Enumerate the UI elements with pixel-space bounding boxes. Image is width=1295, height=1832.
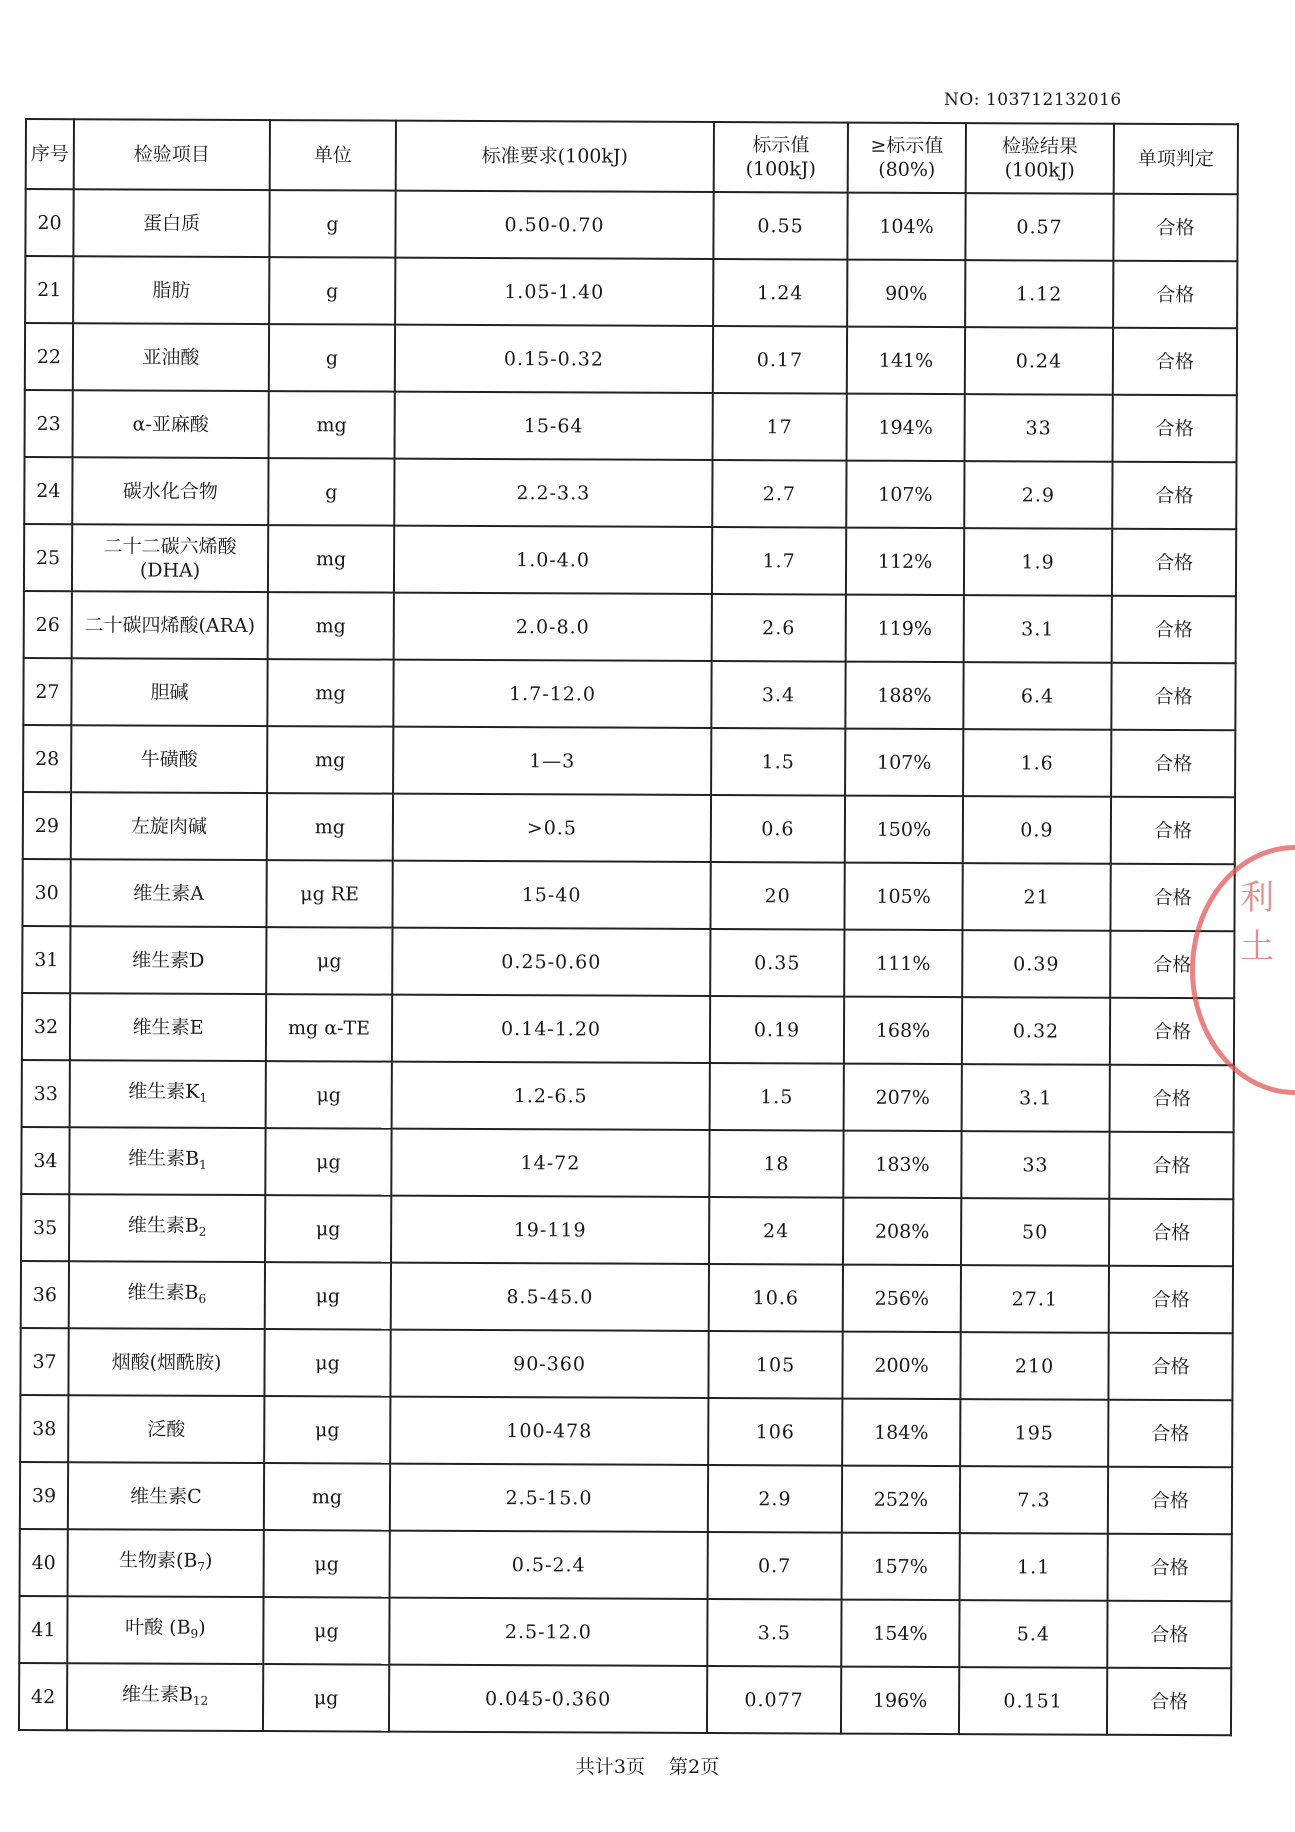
row-seq: 23 xyxy=(25,390,73,457)
row-item xyxy=(73,390,269,458)
row-percent: 200% xyxy=(842,1332,960,1400)
row-result: 1.1 xyxy=(960,1533,1108,1601)
row-judgement: 合格 xyxy=(1112,462,1236,530)
row-judgement: 合格 xyxy=(1113,395,1237,463)
row-result: 195 xyxy=(960,1399,1108,1467)
row-standard: 1.05-1.40 xyxy=(395,258,713,326)
item-name: 维生素E xyxy=(132,1015,204,1039)
table-row xyxy=(20,1328,1232,1400)
table-row xyxy=(23,658,1235,730)
row-label-value: 20 xyxy=(710,862,844,930)
item-subscript: 1 xyxy=(199,1090,208,1105)
page-footer xyxy=(0,1752,1295,1779)
item-subscript: 6 xyxy=(198,1291,207,1306)
table-row xyxy=(23,725,1235,797)
row-label-value: 105 xyxy=(708,1331,842,1399)
row-seq: 25 xyxy=(24,524,72,591)
row-standard: 15-40 xyxy=(392,861,710,929)
row-result: 1.6 xyxy=(963,729,1111,797)
row-standard: 14-72 xyxy=(391,1129,709,1197)
item-name: 蛋白质 xyxy=(142,212,201,235)
row-standard: 1.0-4.0 xyxy=(394,526,712,594)
row-percent: 154% xyxy=(841,1600,959,1668)
inspection-table xyxy=(18,118,1239,1736)
row-seq: 29 xyxy=(23,792,71,859)
total-pages: 共计3页 xyxy=(575,1756,645,1778)
item-name: 左旋肉碱 xyxy=(130,814,207,838)
row-percent: 252% xyxy=(842,1466,960,1534)
row-seq: 39 xyxy=(20,1462,68,1529)
row-judgement: 合格 xyxy=(1109,1266,1233,1334)
row-item xyxy=(70,926,266,994)
row-percent: 208% xyxy=(843,1198,961,1266)
row-result: 0.32 xyxy=(962,997,1110,1065)
row-seq: 24 xyxy=(24,457,72,524)
row-judgement: 合格 xyxy=(1107,1601,1231,1669)
row-result: 1.9 xyxy=(964,528,1112,596)
table-row xyxy=(22,1060,1234,1132)
row-label-value: 0.077 xyxy=(707,1666,841,1734)
row-item xyxy=(67,1663,263,1731)
row-percent: 105% xyxy=(844,863,962,931)
row-seq: 42 xyxy=(19,1663,67,1730)
row-item xyxy=(68,1462,264,1530)
item-subscript: 1 xyxy=(199,1157,207,1172)
row-unit: mg xyxy=(268,525,394,593)
item-name: 胆碱 xyxy=(150,681,189,704)
row-item xyxy=(70,1060,266,1128)
row-unit: μg xyxy=(266,927,392,995)
item-subscript: 7 xyxy=(197,1559,206,1574)
item-name: 二十碳四烯酸(ARA) xyxy=(84,613,256,637)
item-name: 碳水化合物 xyxy=(122,479,218,503)
header-seq: 序号 xyxy=(26,119,74,189)
header-unit: 单位 xyxy=(270,120,396,191)
row-percent: 188% xyxy=(845,662,963,730)
row-item xyxy=(68,1529,264,1597)
item-name: 维生素D xyxy=(132,948,205,972)
row-label-value: 0.17 xyxy=(713,326,847,394)
item-suffix: ) xyxy=(204,1549,213,1572)
row-judgement: 合格 xyxy=(1111,663,1235,731)
item-name: 维生素C xyxy=(130,1484,202,1508)
item-name: 二十二碳六烯酸 (DHA) xyxy=(103,534,237,582)
table-row xyxy=(21,1194,1233,1266)
row-seq: 37 xyxy=(20,1328,68,1395)
header-percent: ≥标示值 (80%) xyxy=(848,123,966,194)
row-judgement: 合格 xyxy=(1112,596,1236,664)
row-standard: 100-478 xyxy=(390,1397,708,1465)
inspection-table-wrapper xyxy=(18,118,1237,1736)
row-label-value: 2.7 xyxy=(712,460,846,528)
row-seq: 33 xyxy=(22,1060,70,1127)
row-label-value: 17 xyxy=(713,393,847,461)
row-standard: 0.045-0.360 xyxy=(389,1665,707,1733)
header-label-value: 标示值 (100kJ) xyxy=(714,122,848,193)
row-percent: 157% xyxy=(842,1533,960,1601)
table-row xyxy=(21,1127,1233,1199)
row-standard: 2.2-3.3 xyxy=(394,459,712,527)
row-item xyxy=(69,1127,265,1195)
row-unit: μg RE xyxy=(266,860,392,928)
row-item xyxy=(71,725,267,793)
row-judgement: 合格 xyxy=(1110,1065,1234,1133)
header-judgement: 单项判定 xyxy=(1114,124,1238,195)
row-unit: g xyxy=(269,324,395,392)
item-name: 维生素B xyxy=(128,1146,200,1170)
row-standard: 0.25-0.60 xyxy=(392,928,710,996)
row-result: 0.57 xyxy=(965,193,1113,261)
row-result: 3.1 xyxy=(964,595,1112,663)
row-seq: 41 xyxy=(19,1596,67,1663)
row-unit: μg xyxy=(263,1664,389,1732)
row-percent: 150% xyxy=(845,796,963,864)
row-judgement: 合格 xyxy=(1109,1199,1233,1267)
row-label-value: 3.4 xyxy=(711,661,845,729)
item-name: 生物素(B xyxy=(118,1548,198,1572)
row-result: 3.1 xyxy=(962,1064,1110,1132)
header-item: 检验项目 xyxy=(74,119,270,190)
row-result: 1.12 xyxy=(965,260,1113,328)
row-unit: mg xyxy=(264,1463,390,1531)
table-row xyxy=(21,1261,1233,1333)
item-name: 烟酸(烟酰胺) xyxy=(111,1350,222,1374)
row-unit: μg xyxy=(264,1530,390,1598)
row-seq: 30 xyxy=(22,859,70,926)
row-result: 21 xyxy=(962,863,1110,931)
row-label-value: 0.7 xyxy=(708,1532,842,1600)
row-unit: μg xyxy=(265,1262,391,1330)
table-row xyxy=(19,1663,1231,1735)
row-percent: 196% xyxy=(841,1667,959,1735)
row-percent: 112% xyxy=(846,528,964,596)
row-unit: μg xyxy=(265,1195,391,1263)
row-percent: 90% xyxy=(847,260,965,328)
row-label-value: 1.24 xyxy=(713,259,847,327)
row-label-value: 0.55 xyxy=(713,192,847,260)
row-label-value: 0.19 xyxy=(710,996,844,1064)
table-row xyxy=(25,323,1237,395)
row-standard: 1.2-6.5 xyxy=(392,1062,710,1130)
row-percent: 104% xyxy=(847,193,965,261)
table-row xyxy=(24,591,1236,663)
row-result: 2.9 xyxy=(964,461,1112,529)
row-judgement: 合格 xyxy=(1112,529,1236,597)
header-result: 检验结果 (100kJ) xyxy=(966,123,1114,194)
row-judgement: 合格 xyxy=(1108,1467,1232,1535)
item-name: 维生素A xyxy=(133,881,205,905)
row-seq: 20 xyxy=(25,189,73,256)
table-row xyxy=(23,792,1235,864)
row-standard: >0.5 xyxy=(393,794,711,862)
row-judgement: 合格 xyxy=(1111,730,1235,798)
row-judgement: 合格 xyxy=(1113,261,1237,329)
table-row xyxy=(20,1462,1232,1534)
row-seq: 26 xyxy=(24,591,72,658)
row-result: 0.39 xyxy=(962,930,1110,998)
row-standard: 8.5-45.0 xyxy=(391,1263,709,1331)
table-row xyxy=(24,524,1236,596)
row-judgement: 合格 xyxy=(1108,1534,1232,1602)
row-item xyxy=(72,524,268,592)
table-row xyxy=(20,1395,1232,1467)
item-name: 维生素K xyxy=(128,1079,200,1103)
row-percent: 183% xyxy=(843,1131,961,1199)
row-item xyxy=(68,1395,264,1463)
row-percent: 107% xyxy=(845,729,963,797)
row-unit: g xyxy=(268,458,394,526)
item-name: 脂肪 xyxy=(152,279,191,302)
row-percent: 107% xyxy=(846,461,964,529)
row-unit: mg xyxy=(267,793,393,861)
row-seq: 40 xyxy=(20,1529,68,1596)
row-seq: 36 xyxy=(21,1261,69,1328)
item-name: 亚油酸 xyxy=(142,346,200,369)
row-judgement: 合格 xyxy=(1110,998,1234,1066)
table-body xyxy=(19,189,1238,1735)
row-item xyxy=(67,1596,263,1664)
table-row xyxy=(22,926,1234,998)
row-seq: 21 xyxy=(25,256,73,323)
row-seq: 35 xyxy=(21,1194,69,1261)
table-row xyxy=(19,1596,1231,1668)
row-item xyxy=(71,658,267,726)
row-percent: 111% xyxy=(844,930,962,998)
table-row xyxy=(20,1529,1232,1601)
row-percent: 256% xyxy=(843,1265,961,1333)
row-unit: g xyxy=(269,190,395,258)
item-name: 维生素B xyxy=(121,1682,194,1706)
row-unit: μg xyxy=(264,1329,390,1397)
row-standard: 2.5-12.0 xyxy=(389,1598,707,1666)
item-name: 维生素B xyxy=(127,1280,199,1304)
row-item xyxy=(68,1328,264,1396)
row-result: 50 xyxy=(961,1198,1109,1266)
item-subscript: 9 xyxy=(190,1626,199,1641)
row-result: 0.24 xyxy=(965,327,1113,395)
row-seq: 22 xyxy=(25,323,73,390)
row-seq: 32 xyxy=(22,993,70,1060)
row-percent: 184% xyxy=(842,1399,960,1467)
row-item xyxy=(71,792,267,860)
row-unit: mg xyxy=(268,592,394,660)
stamp-text: 利土 xyxy=(1240,878,1274,967)
row-unit: g xyxy=(269,257,395,325)
row-judgement: 合格 xyxy=(1108,1333,1232,1401)
row-standard: 0.50-0.70 xyxy=(395,191,713,259)
row-label-value: 3.5 xyxy=(707,1599,841,1667)
item-name: 维生素B xyxy=(127,1213,199,1237)
row-unit: μg xyxy=(265,1128,391,1196)
item-suffix: ) xyxy=(198,1616,206,1639)
row-standard: 1.7-12.0 xyxy=(393,660,711,728)
row-label-value: 1.5 xyxy=(710,1063,844,1131)
row-standard: 2.5-15.0 xyxy=(390,1464,708,1532)
row-result: 210 xyxy=(960,1332,1108,1400)
row-result: 5.4 xyxy=(959,1600,1107,1668)
row-label-value: 2.9 xyxy=(708,1465,842,1533)
row-item xyxy=(73,323,269,391)
row-label-value: 18 xyxy=(709,1130,843,1198)
row-result: 7.3 xyxy=(960,1466,1108,1534)
row-percent: 207% xyxy=(844,1064,962,1132)
row-standard: 15-64 xyxy=(395,392,713,460)
row-judgement: 合格 xyxy=(1113,328,1237,396)
row-judgement: 合格 xyxy=(1110,864,1234,932)
row-standard: 0.14-1.20 xyxy=(392,995,710,1063)
row-item xyxy=(70,993,266,1061)
row-label-value: 1.5 xyxy=(711,728,845,796)
row-unit: mg xyxy=(269,391,395,459)
row-percent: 119% xyxy=(846,595,964,663)
row-seq: 28 xyxy=(23,725,71,792)
row-label-value: 0.35 xyxy=(710,929,844,997)
row-item xyxy=(72,591,268,659)
row-result: 33 xyxy=(965,394,1113,462)
row-seq: 34 xyxy=(21,1127,69,1194)
table-row xyxy=(25,390,1237,462)
row-result: 0.151 xyxy=(959,1667,1107,1735)
row-label-value: 106 xyxy=(708,1398,842,1466)
row-unit: mg α-TE xyxy=(266,994,392,1062)
row-standard: 0.15-0.32 xyxy=(395,325,713,393)
row-judgement: 合格 xyxy=(1110,931,1234,999)
row-judgement: 合格 xyxy=(1113,194,1237,262)
table-row xyxy=(25,189,1237,261)
row-result: 6.4 xyxy=(963,662,1111,730)
row-seq: 38 xyxy=(20,1395,68,1462)
row-unit: mg xyxy=(267,659,393,727)
row-label-value: 2.6 xyxy=(712,594,846,662)
row-result: 27.1 xyxy=(961,1265,1109,1333)
row-item xyxy=(72,457,268,525)
row-label-value: 0.6 xyxy=(711,795,845,863)
row-label-value: 10.6 xyxy=(709,1264,843,1332)
item-name: 泛酸 xyxy=(147,1418,186,1441)
row-item xyxy=(70,859,266,927)
table-row xyxy=(22,993,1234,1065)
table-row xyxy=(22,859,1234,931)
current-page: 第2页 xyxy=(669,1756,720,1778)
header-standard: 标准要求(100kJ) xyxy=(396,121,714,192)
row-judgement: 合格 xyxy=(1108,1400,1232,1468)
row-unit: μg xyxy=(263,1597,389,1665)
row-item xyxy=(73,256,269,324)
row-standard: 90-360 xyxy=(390,1330,708,1398)
item-name: α-亚麻酸 xyxy=(132,412,209,436)
row-unit: μg xyxy=(264,1396,390,1464)
table-row xyxy=(24,457,1236,529)
row-percent: 141% xyxy=(847,327,965,395)
row-item xyxy=(69,1194,265,1262)
item-subscript: 2 xyxy=(198,1224,207,1239)
row-standard: 2.0-8.0 xyxy=(394,593,712,661)
row-standard: 0.5-2.4 xyxy=(390,1531,708,1599)
row-unit: μg xyxy=(266,1061,392,1129)
table-row xyxy=(25,256,1237,328)
row-standard: 1—3 xyxy=(393,727,711,795)
row-judgement: 合格 xyxy=(1109,1132,1233,1200)
row-result: 33 xyxy=(961,1131,1109,1199)
row-percent: 194% xyxy=(847,394,965,462)
item-name: 叶酸 (B xyxy=(125,1615,191,1639)
row-percent: 168% xyxy=(844,997,962,1065)
row-result: 0.9 xyxy=(963,796,1111,864)
row-item xyxy=(73,189,269,257)
row-standard: 19-119 xyxy=(391,1196,709,1264)
row-unit: mg xyxy=(267,726,393,794)
row-judgement: 合格 xyxy=(1111,797,1235,865)
item-subscript: 12 xyxy=(192,1693,209,1708)
row-seq: 31 xyxy=(22,926,70,993)
row-item xyxy=(69,1261,265,1329)
row-label-value: 1.7 xyxy=(712,527,846,595)
report-number: NO: 103712132016 xyxy=(944,90,1122,110)
row-label-value: 24 xyxy=(709,1197,843,1265)
table-header-row xyxy=(26,119,1238,194)
row-judgement: 合格 xyxy=(1107,1668,1231,1736)
row-seq: 27 xyxy=(23,658,71,725)
item-name: 牛磺酸 xyxy=(140,748,198,771)
